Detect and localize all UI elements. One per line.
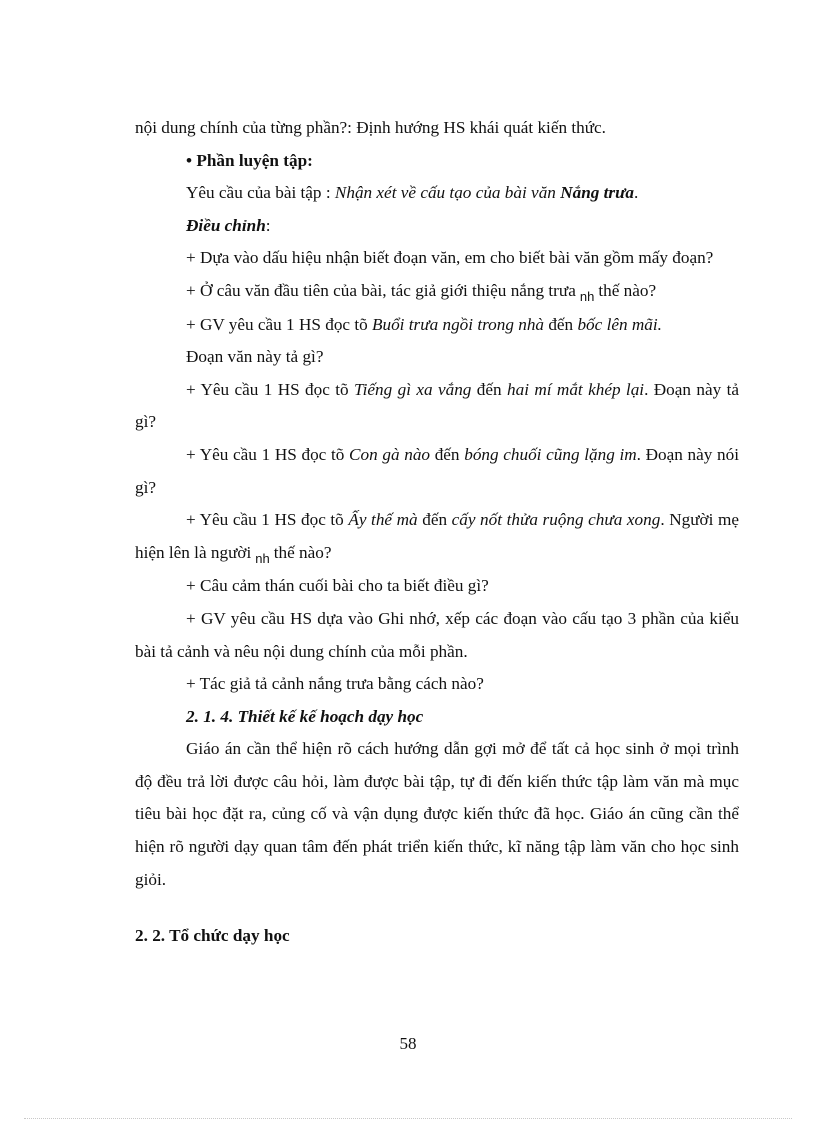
text-run: . Người mẹ hiện lên là người bbox=[135, 510, 739, 562]
text-run: thế nào? bbox=[273, 542, 332, 562]
question-read-third bbox=[135, 439, 739, 504]
question-read-first bbox=[135, 309, 739, 342]
question-exclamation: + Câu cảm thán cuối bài cho ta biết điều gì? bbox=[186, 576, 489, 596]
text-run: . Đoạn này nói gì? bbox=[135, 444, 739, 497]
text-run-small: nh bbox=[255, 550, 270, 566]
heading-adjustment bbox=[135, 210, 739, 243]
text-run-small: nh bbox=[579, 288, 595, 304]
question-read-second bbox=[135, 374, 739, 439]
page-number: 58 bbox=[399, 1034, 417, 1053]
heading-adjustment-text: Điều chỉnh bbox=[186, 215, 266, 235]
paragraph-lesson-plan: Giáo án cần thể hiện rõ cách hướng dẫn gợi mở để tất cả học sinh ở mọi trình độ đều trả lời được câu hỏi, làm được bài tập, tự đi đến kiến thức tập làm văn mà mục tiêu bài học đặt ra, củng cố và vận dụng được kiến thức đã học. Giáo án cũng cần thể hiện rõ người dạy quan tâm đến phát triển kiến thức, kĩ năng tập làm văn cho học sinh giỏi. bbox=[135, 739, 739, 889]
text-run: + Yêu cầu 1 HS đọc tõ bbox=[186, 444, 350, 464]
text-run-italic: bốc lên mãi. bbox=[577, 314, 662, 334]
text-run-title: Nắng trưa bbox=[560, 183, 634, 203]
text-run: + Yêu cầu 1 HS đọc tõ bbox=[186, 510, 349, 530]
footer-divider bbox=[24, 1118, 792, 1119]
text-run-italic: cấy nốt thửa ruộng chưa xong bbox=[451, 510, 661, 530]
heading-practice-text: Phần luyện tập: bbox=[196, 150, 313, 170]
text-run: đến bbox=[544, 314, 578, 334]
text-run: . bbox=[634, 183, 639, 203]
text-run-italic: Con gà nào bbox=[349, 444, 431, 464]
text-run: : bbox=[265, 215, 271, 235]
text-run: đến bbox=[417, 510, 452, 530]
question-first-sentence bbox=[135, 275, 739, 309]
question-paragraph-count: + Dựa vào dấu hiệu nhận biết đoạn văn, em cho biết bài văn gồm mấy đoạn? bbox=[186, 248, 714, 268]
section-heading-organization: 2. 2. Tổ chức dạy học bbox=[135, 926, 290, 946]
text-run-italic: bóng chuối cũng lặng im bbox=[464, 444, 637, 464]
page-body bbox=[135, 112, 739, 953]
text-run: đến bbox=[471, 379, 507, 399]
text-run: đến bbox=[430, 444, 465, 464]
text-run: + Yêu cầu 1 HS đọc tõ bbox=[186, 379, 355, 399]
text-run-italic: Buổi trưa ngồi trong nhà bbox=[372, 314, 545, 334]
question-structure: + GV yêu cầu HS dựa vào Ghi nhớ, xếp các đoạn vào cấu tạo 3 phần của kiểu bài tả cảnh và nêu nội dung chính của mỗi phần. bbox=[135, 608, 739, 661]
text-run-italic: hai mí mắt khép lại bbox=[507, 379, 645, 399]
paragraph-summary: nội dung chính của từng phần?: Định hướng HS khái quát kiến thức. bbox=[135, 118, 606, 137]
text-run: + GV yêu cầu 1 HS đọc tõ bbox=[186, 314, 372, 334]
text-run-italic: Tiếng gì xa vắng bbox=[354, 379, 472, 399]
question-read-fourth bbox=[135, 504, 739, 570]
question-what-describes: Đoạn văn này tả gì? bbox=[186, 347, 324, 367]
bullet-icon: • bbox=[186, 150, 193, 170]
heading-practice bbox=[135, 145, 739, 178]
text-run: + Ở câu văn đầu tiên của bài, tác giả giới thiệu nắng trưa bbox=[186, 280, 576, 300]
spacer bbox=[135, 896, 739, 920]
text-run-italic: Ấy thế mà bbox=[348, 510, 418, 530]
text-run: thế nào? bbox=[598, 280, 657, 300]
paragraph-exercise-requirement bbox=[135, 177, 739, 210]
text-run-italic: Nhận xét về cấu tạo của bài văn bbox=[334, 183, 561, 203]
section-heading-lesson-plan: 2. 1. 4. Thiết kế kế hoạch dạy học bbox=[186, 706, 424, 726]
text-run: Yêu cầu của bài tập : bbox=[186, 183, 335, 203]
question-technique: + Tác giả tả cảnh nắng trưa bằng cách nào? bbox=[186, 674, 484, 694]
text-run: . Đoạn này tả gì? bbox=[135, 379, 739, 432]
